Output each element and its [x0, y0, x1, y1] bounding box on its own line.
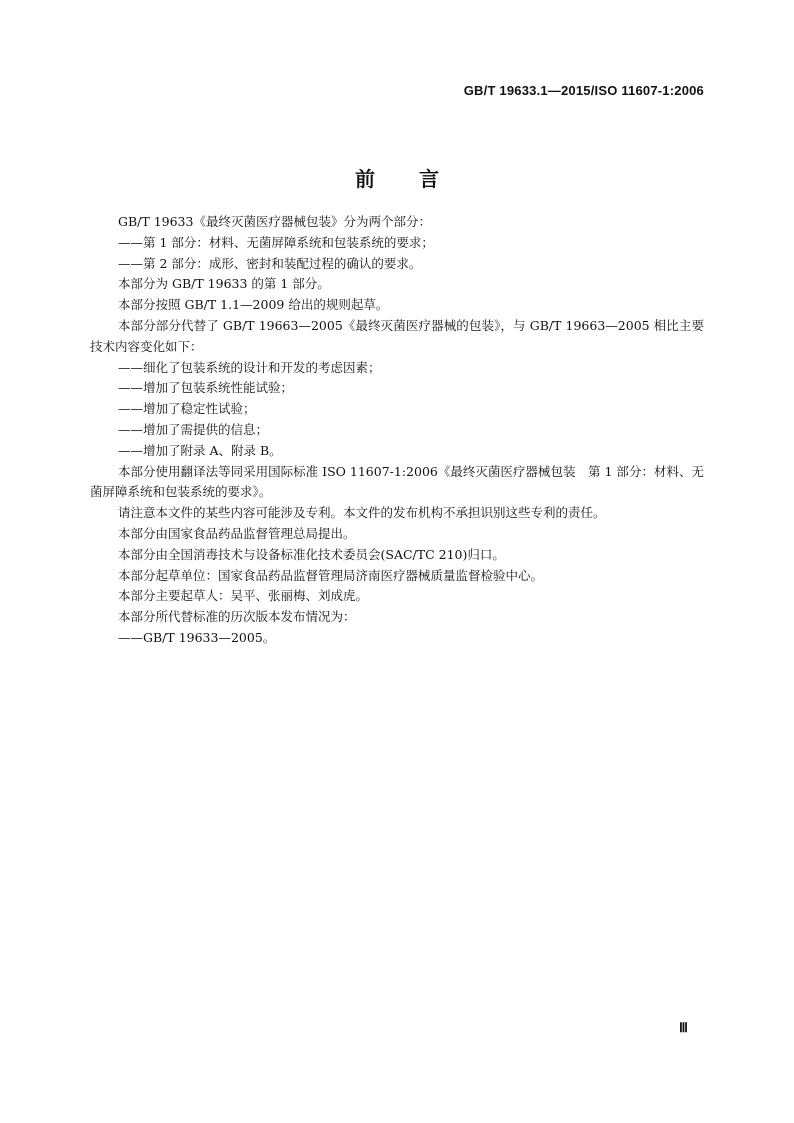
page-number: Ⅲ [679, 1020, 688, 1035]
list-item: ——增加了附录 A、附录 B。 [118, 442, 282, 458]
paragraph: 本部分为 GB/T 19633 的第 1 部分。 [118, 276, 330, 292]
list-item: ——第 2 部分：成形、密封和装配过程的确认的要求。 [118, 255, 422, 271]
paragraph: GB/T 19633《最终灭菌医疗器械包装》分为两个部分： [118, 214, 431, 229]
paragraph: 本部分起草单位：国家食品药品监督管理局济南医疗器械质量监督检验中心。 [118, 567, 544, 583]
list-item: ——增加了需提供的信息； [118, 421, 269, 437]
list-item: ——增加了包装系统性能试验； [118, 380, 294, 396]
list-item: ——细化了包装系统的设计和开发的考虑因素； [118, 359, 381, 375]
document-body [90, 212, 704, 649]
page-title: 前言 [355, 167, 483, 192]
paragraph: 本部分由国家食品药品监督管理总局提出。 [118, 525, 356, 541]
list-item: ——GB/T 19633—2005。 [118, 629, 276, 645]
list-item: ——增加了稳定性试验； [118, 401, 256, 417]
paragraph: 本部分由全国消毒技术与设备标准化技术委员会(SAC/TC 210)归口。 [118, 546, 505, 562]
paragraph: 本部分使用翻译法等同采用国际标准 ISO 11607-1:2006《最终灭菌医疗器械包装 第 1 部分：材料、无菌屏障系统和包装系统的要求》。 [90, 463, 704, 500]
paragraph: 本部分主要起草人：吴平、张丽梅、刘成虎。 [118, 588, 369, 604]
paragraph: 本部分按照 GB/T 1.1—2009 给出的规则起草。 [118, 297, 389, 313]
standard-code-header: GB/T 19633.1—2015/ISO 11607-1:2006 [463, 83, 704, 98]
paragraph: 本部分所代替标准的历次版本发布情况为： [118, 609, 356, 625]
paragraph: 本部分部分代替了 GB/T 19663—2005《最终灭菌医疗器械的包装》，与 GB/T 19663—2005 相比主要技术内容变化如下： [90, 317, 704, 354]
list-item: ——第 1 部分：材料、无菌屏障系统和包装系统的要求； [118, 234, 434, 250]
paragraph: 请注意本文件的某些内容可能涉及专利。本文件的发布机构不承担识别这些专利的责任。 [118, 505, 606, 521]
